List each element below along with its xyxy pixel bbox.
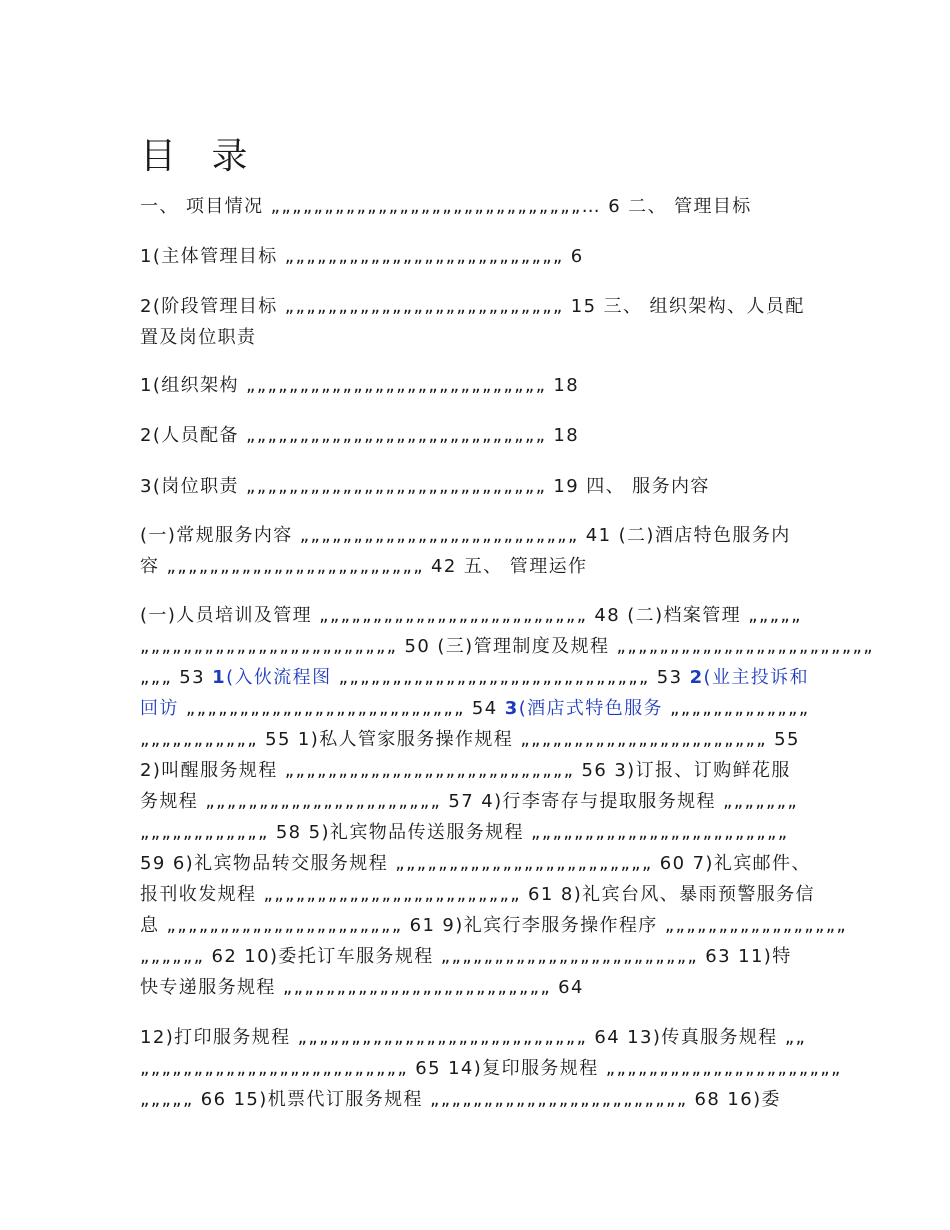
- toc-text: „„„„„„„„„„„„„„„„„„„„„„„„„„ 54: [178, 698, 505, 719]
- toc-line: 报刊收发规程 „„„„„„„„„„„„„„„„„„„„„„„„ 61 8)礼宾台风、暴雨预警服务信: [140, 884, 815, 905]
- toc-line: 1(主体管理目标 „„„„„„„„„„„„„„„„„„„„„„„„„„ 6: [140, 246, 584, 267]
- toc-line: 一、 项目情况 „„„„„„„„„„„„„„„„„„„„„„„„„„„„„… 6 二、 管理目标: [140, 196, 752, 217]
- toc-entry-main-goal: [140, 241, 810, 272]
- toc-line: „„„„„„„„„„„„„„„„„„„„„„„„„ 65 14)复印服务规程 „„„„„„„„„„„„„„„„„„„„„„: [140, 1058, 842, 1079]
- toc-line: 快专递服务规程 „„„„„„„„„„„„„„„„„„„„„„„„„ 64: [140, 977, 584, 998]
- toc-line: „„„„„„ 62 10)委托订车服务规程 „„„„„„„„„„„„„„„„„„„„„„„„ 63 11)特: [140, 946, 792, 967]
- link-text: (业主投诉和: [703, 667, 809, 688]
- link-number: 2: [689, 667, 704, 688]
- toc-entry-org: [140, 370, 810, 401]
- toc-line: [140, 662, 810, 693]
- toc-line: 容 „„„„„„„„„„„„„„„„„„„„„„„„ 42 五、 管理运作: [140, 556, 588, 577]
- toc-entry-duties: [140, 471, 810, 502]
- toc-line: [140, 693, 810, 724]
- toc-title: 目 录: [140, 136, 260, 177]
- toc-entry-staffing: [140, 420, 810, 451]
- link-text: (入伙流程图: [226, 667, 332, 688]
- toc-link-complaints[interactable]: [690, 667, 809, 688]
- toc-line: „„„„„ 66 15)机票代订服务规程 „„„„„„„„„„„„„„„„„„„„„„„„ 68 16)委: [140, 1089, 781, 1110]
- toc-text: „„„ 53: [140, 667, 213, 688]
- toc-line: 1(组织架构 „„„„„„„„„„„„„„„„„„„„„„„„„„„„ 18: [140, 375, 580, 396]
- toc-line: 务规程 „„„„„„„„„„„„„„„„„„„„„„ 57 4)行李寄存与提取服务规程 „„„„„„„: [140, 791, 799, 812]
- toc-line: 2(人员配备 „„„„„„„„„„„„„„„„„„„„„„„„„„„„ 18: [140, 425, 580, 446]
- toc-line: 置及岗位职责: [140, 327, 257, 348]
- toc-line: 59 6)礼宾物品转交服务规程 „„„„„„„„„„„„„„„„„„„„„„„„ 60 7)礼宾邮件、: [140, 853, 811, 874]
- toc-entry-services: [140, 520, 810, 582]
- link-text: (酒店式特色服务: [518, 698, 663, 719]
- toc-line: 2(阶段管理目标 „„„„„„„„„„„„„„„„„„„„„„„„„„ 15 三、 组织架构、人员配: [140, 296, 805, 317]
- toc-entry-business-center: [140, 1022, 842, 1115]
- toc-link-complaints-cont[interactable]: 回访: [140, 698, 179, 719]
- toc-link-move-in-flow[interactable]: [212, 667, 331, 688]
- toc-line: 息 „„„„„„„„„„„„„„„„„„„„„„ 61 9)礼宾行李服务操作程序 „„„„„„„„„„„„„„„„„: [140, 915, 848, 936]
- toc-line: 12)打印服务规程 „„„„„„„„„„„„„„„„„„„„„„„„„„„ 64 13)传真服务规程 „„: [140, 1027, 807, 1048]
- link-number: 3: [504, 698, 519, 719]
- toc-text: „„„„„„„„„„„„„„„„„„„„„„„„„„„„„ 53: [331, 667, 690, 688]
- toc-line: „„„„„„„„„„„ 55 1)私人管家服务操作规程 „„„„„„„„„„„„„„„„„„„„„„„ 55: [140, 729, 800, 750]
- toc-entry-stage-goal: [140, 291, 810, 353]
- toc-entry-project: [140, 191, 810, 222]
- toc-line: (一)人员培训及管理 „„„„„„„„„„„„„„„„„„„„„„„„„ 48 (二)档案管理 „„„„„: [140, 605, 802, 626]
- toc-line: (一)常规服务内容 „„„„„„„„„„„„„„„„„„„„„„„„„„ 41 (二)酒店特色服务内: [140, 525, 791, 546]
- toc-line: 3(岗位职责 „„„„„„„„„„„„„„„„„„„„„„„„„„„„ 19 四、 服务内容: [140, 476, 710, 497]
- toc-line: „„„„„„„„„„„„ 58 5)礼宾物品传送服务规程 „„„„„„„„„„„„„„„„„„„„„„„„: [140, 822, 789, 843]
- toc-line: „„„„„„„„„„„„„„„„„„„„„„„„ 50 (三)管理制度及规程 „„„„„„„„„„„„„„„„„„„„„„„„: [140, 636, 874, 657]
- toc-text: „„„„„„„„„„„„„: [662, 698, 810, 719]
- toc-entry-management: [140, 600, 874, 1003]
- toc-line: 2)叫醒服务规程 „„„„„„„„„„„„„„„„„„„„„„„„„„„ 56 3)订报、订购鲜花服: [140, 760, 791, 781]
- toc-link-hotel-services[interactable]: [505, 698, 663, 719]
- link-number: 1: [212, 667, 227, 688]
